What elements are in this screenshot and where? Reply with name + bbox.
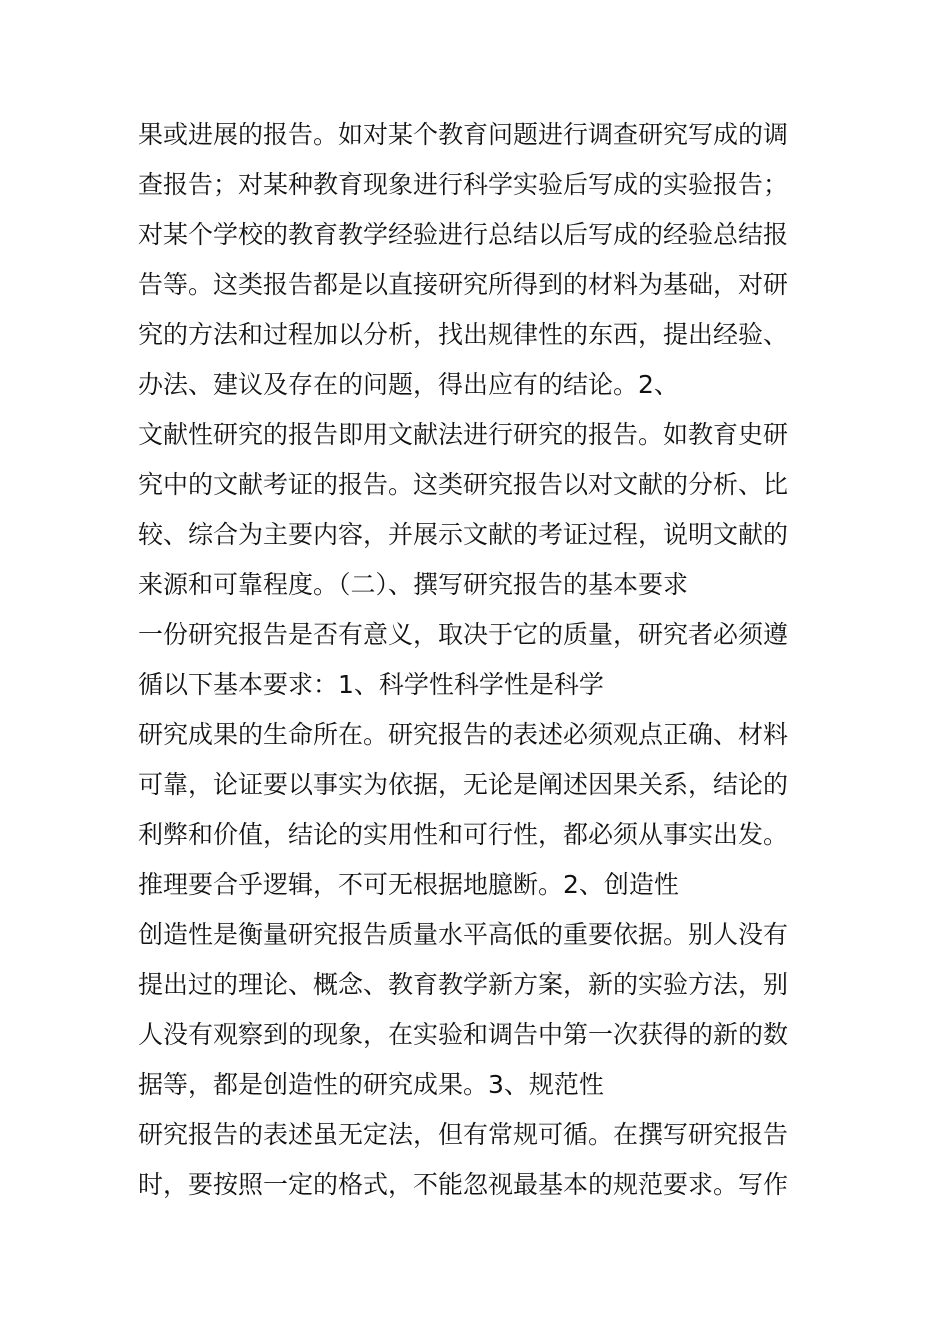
text-line: 告等。这类报告都是以直接研究所得到的材料为基础，对研 — [138, 270, 789, 299]
text-line: 办法、建议及存在的问题，得出应有的结论。2、 — [138, 370, 679, 399]
text-line: 研究报告的表述虽无定法，但有常规可循。在撰写研究报告 — [138, 1120, 789, 1149]
text-line: 时，要按照一定的格式，不能忽视最基本的规范要求。写作 — [138, 1170, 789, 1199]
text-line: 对某个学校的教育教学经验进行总结以后写成的经验总结报 — [138, 220, 789, 249]
text-line: 较、综合为主要内容，并展示文献的考证过程，说明文献的 — [138, 520, 789, 549]
text-line: 推理要合乎逻辑，不可无根据地臆断。2、创造性 — [138, 870, 679, 899]
text-line: 究中的文献考证的报告。这类研究报告以对文献的分析、比 — [138, 470, 789, 499]
text-line: 提出过的理论、概念、教育教学新方案，新的实验方法，别 — [138, 970, 789, 999]
text-line: 来源和可靠程度。（二）、撰写研究报告的基本要求 — [138, 570, 689, 599]
text-line: 果或进展的报告。如对某个教育问题进行调查研究写成的调 — [138, 120, 789, 149]
text-line: 可靠，论证要以事实为依据，无论是阐述因果关系，结论的 — [138, 770, 789, 799]
text-line: 创造性是衡量研究报告质量水平高低的重要依据。别人没有 — [138, 920, 789, 949]
text-line: 利弊和价值，结论的实用性和可行性，都必须从事实出发。 — [138, 820, 789, 849]
text-line: 查报告；对某种教育现象进行科学实验后写成的实验报告； — [138, 170, 789, 199]
text-line: 人没有观察到的现象，在实验和调告中第一次获得的新的数 — [138, 1020, 789, 1049]
body-text — [138, 110, 818, 1210]
text-line: 究的方法和过程加以分析，找出规律性的东西，提出经验、 — [138, 320, 789, 349]
text-line: 一份研究报告是否有意义，取决于它的质量，研究者必须遵 — [138, 620, 789, 649]
text-line: 据等，都是创造性的研究成果。3、规范性 — [138, 1070, 604, 1099]
text-line: 循以下基本要求：1、科学性科学性是科学 — [138, 670, 604, 699]
text-line: 研究成果的生命所在。研究报告的表述必须观点正确、材料 — [138, 720, 789, 749]
text-line: 文献性研究的报告即用文献法进行研究的报告。如教育史研 — [138, 420, 789, 449]
